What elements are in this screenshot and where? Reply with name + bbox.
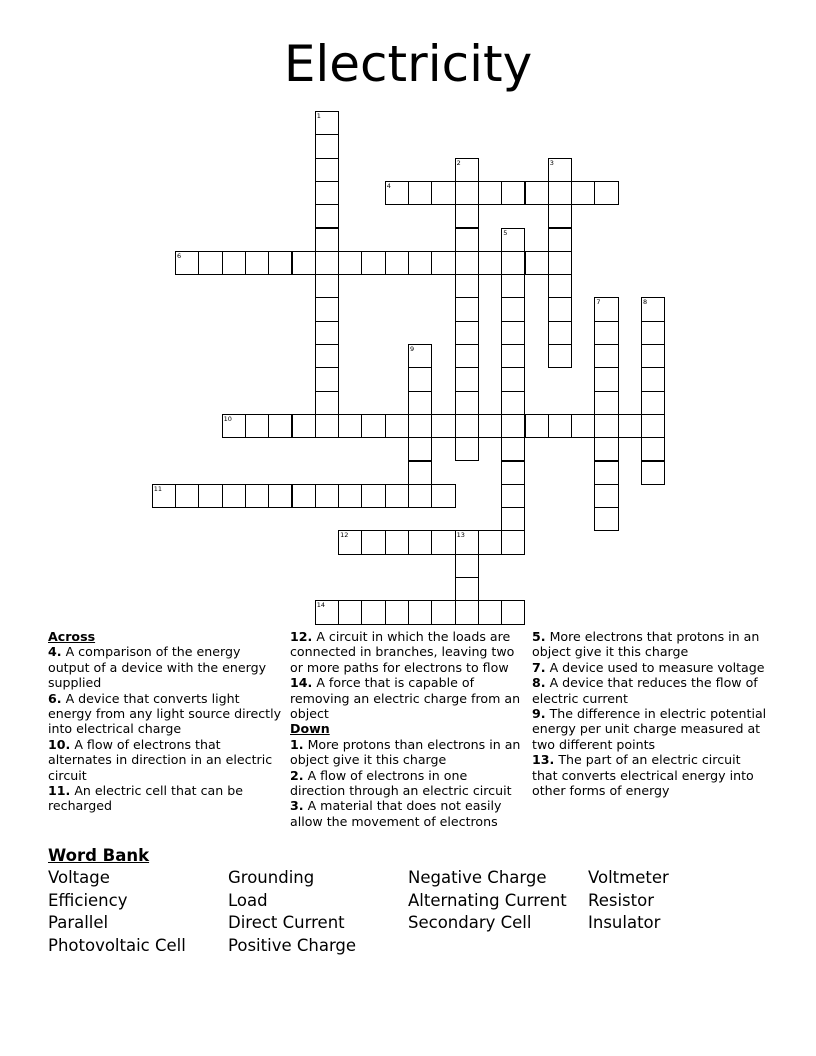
crossword-cell[interactable]: [431, 181, 455, 205]
clue-number: 3: [549, 158, 554, 167]
clue-text: An electric cell that can be recharged: [48, 783, 243, 814]
crossword-cell[interactable]: [641, 391, 665, 415]
crossword-cell[interactable]: [408, 530, 432, 554]
clue: [532, 660, 768, 675]
crossword-cell[interactable]: [315, 134, 339, 158]
clue-number: 8: [643, 298, 648, 307]
crossword-cell[interactable]: [338, 414, 362, 438]
down-heading: Down: [290, 721, 330, 737]
crossword-cell[interactable]: [175, 251, 199, 275]
crossword-cell[interactable]: [315, 251, 339, 275]
clue-number: 2: [456, 158, 461, 167]
clue-column-2: [290, 629, 526, 829]
crossword-cell[interactable]: [315, 111, 339, 135]
crossword-cell[interactable]: [361, 600, 385, 624]
crossword-cell[interactable]: [361, 414, 385, 438]
crossword-cell[interactable]: [548, 204, 572, 228]
crossword-cell[interactable]: [222, 414, 246, 438]
word-bank-word: Insulator: [588, 913, 661, 933]
crossword-cell[interactable]: [641, 297, 665, 321]
clue-number: 5: [503, 228, 508, 237]
crossword-cell[interactable]: [501, 181, 525, 205]
crossword-cell[interactable]: [478, 181, 502, 205]
clue: [290, 737, 526, 768]
crossword-cell[interactable]: [222, 484, 246, 508]
crossword-cell[interactable]: [385, 530, 409, 554]
crossword-cell[interactable]: [525, 251, 549, 275]
clue: [290, 629, 526, 675]
word-bank-word: Voltmeter: [588, 868, 669, 887]
crossword-cell[interactable]: [455, 228, 479, 252]
clue-number: 12: [340, 531, 349, 540]
clue: [48, 644, 284, 690]
crossword-cell[interactable]: [478, 600, 502, 624]
crossword-cell[interactable]: [455, 530, 479, 554]
across-heading: Across: [48, 629, 96, 644]
crossword-cell[interactable]: [641, 437, 665, 461]
crossword-cell[interactable]: [408, 414, 432, 438]
crossword-cell[interactable]: [501, 437, 525, 461]
crossword-cell[interactable]: [315, 204, 339, 228]
crossword-cell[interactable]: [431, 251, 455, 275]
clue: [290, 675, 526, 721]
crossword-cell[interactable]: [455, 577, 479, 601]
crossword-cell[interactable]: [408, 181, 432, 205]
word-bank-column: [408, 867, 567, 935]
clue: [532, 752, 768, 798]
crossword-cell[interactable]: [571, 414, 595, 438]
clue-text: A flow of electrons that alternates in direction in an electric circuit: [48, 736, 273, 783]
crossword-cell[interactable]: [501, 600, 525, 624]
crossword-cell[interactable]: [455, 158, 479, 182]
clue-text: A comparison of the energy output of a device with the energy supplied: [48, 644, 267, 691]
clue-text: More protons than electrons in an object give it this charge: [290, 736, 521, 768]
crossword-cell[interactable]: [455, 251, 479, 275]
clue-text: The part of an electric circuit that converts electrical energy into other forms of energy: [532, 752, 754, 799]
crossword-cell[interactable]: [338, 251, 362, 275]
crossword-cell[interactable]: [641, 344, 665, 368]
clue: [48, 783, 284, 814]
page-title: Electricity: [283, 35, 533, 93]
clue-number: 6: [177, 251, 182, 260]
crossword-cell[interactable]: [431, 600, 455, 624]
crossword-cell[interactable]: [594, 414, 618, 438]
word-bank-column: [588, 867, 669, 935]
crossword-cell[interactable]: [408, 344, 432, 368]
word-bank-word: Parallel: [48, 913, 109, 933]
clue-number: 12.: [290, 629, 313, 644]
word-bank-word: Positive Charge: [228, 935, 357, 955]
crossword-cell[interactable]: [385, 600, 409, 624]
crossword-cell[interactable]: [548, 228, 572, 252]
crossword-cell[interactable]: [501, 297, 525, 321]
clue-column-1: [48, 629, 284, 814]
crossword-cell[interactable]: [315, 484, 339, 508]
crossword-cell[interactable]: [594, 461, 618, 485]
crossword-cell[interactable]: [338, 484, 362, 508]
crossword-cell[interactable]: [385, 484, 409, 508]
clue-number: 11: [153, 484, 162, 493]
clue-number: 10.: [48, 736, 71, 752]
crossword-cell[interactable]: [478, 251, 502, 275]
clue-number: 1.: [290, 736, 304, 752]
crossword-cell[interactable]: [618, 414, 642, 438]
clue-text: The difference in electric potential energy per unit charge measured at two different points: [532, 706, 767, 752]
crossword-cell[interactable]: [361, 251, 385, 275]
crossword-cell[interactable]: [408, 251, 432, 275]
crossword-cell[interactable]: [594, 297, 618, 321]
crossword-cell[interactable]: [268, 251, 292, 275]
crossword-cell[interactable]: [548, 274, 572, 298]
crossword-cell[interactable]: [361, 484, 385, 508]
clue-number: 10: [223, 414, 232, 423]
clue-text: A device used to measure voltage: [545, 659, 765, 675]
crossword-cell[interactable]: [478, 414, 502, 438]
crossword-cell[interactable]: [501, 367, 525, 391]
clue: [290, 798, 526, 829]
clue-number: 9.: [532, 706, 546, 722]
crossword-cell[interactable]: [245, 251, 269, 275]
crossword-cell[interactable]: [548, 251, 572, 275]
word-bank-word: Secondary Cell: [408, 913, 532, 933]
clue-text: A device that reduces the flow of electric current: [532, 675, 758, 706]
crossword-cell[interactable]: [525, 414, 549, 438]
crossword-cell[interactable]: [594, 321, 618, 345]
crossword-cell[interactable]: [455, 391, 479, 415]
crossword-cell[interactable]: [385, 251, 409, 275]
crossword-cell[interactable]: [501, 391, 525, 415]
crossword-cell[interactable]: [501, 530, 525, 554]
clue-number: 2.: [290, 767, 304, 783]
crossword-cell[interactable]: [175, 484, 199, 508]
crossword-cell[interactable]: [501, 461, 525, 485]
word-bank-word: Efficiency: [48, 890, 128, 910]
clue: [48, 737, 284, 783]
crossword-cell[interactable]: [361, 530, 385, 554]
crossword-cell[interactable]: [501, 344, 525, 368]
clue-number: 1: [316, 112, 321, 120]
crossword-cell[interactable]: [548, 321, 572, 345]
word-bank-word: Direct Current: [228, 913, 345, 933]
crossword-cell[interactable]: [315, 600, 339, 624]
crossword-cell[interactable]: [245, 414, 269, 438]
crossword-cell[interactable]: [315, 228, 339, 252]
clue-text: A material that does not easily allow the movement of electrons: [290, 798, 502, 829]
clue: [532, 675, 768, 706]
crossword-cell[interactable]: [548, 414, 572, 438]
crossword-cell[interactable]: [431, 530, 455, 554]
crossword-cell[interactable]: [408, 367, 432, 391]
crossword-cell[interactable]: [338, 530, 362, 554]
clue-number: 14.: [290, 675, 313, 691]
crossword-cell[interactable]: [594, 367, 618, 391]
crossword-cell[interactable]: [315, 321, 339, 345]
clue-number: 7.: [532, 659, 546, 675]
clue-number: 13: [456, 531, 465, 540]
crossword-cell[interactable]: [315, 367, 339, 391]
clue: [290, 768, 526, 799]
crossword-cell[interactable]: [315, 274, 339, 298]
word-bank-word: Photovoltaic Cell: [48, 935, 186, 955]
clue-number: 4: [386, 181, 391, 190]
clue-number: 4.: [48, 644, 62, 660]
clue-number: 3.: [290, 798, 304, 814]
crossword-cell[interactable]: [198, 251, 222, 275]
clue: [532, 629, 768, 660]
crossword-cell[interactable]: [292, 414, 316, 438]
crossword-cell[interactable]: [198, 484, 222, 508]
crossword-cell[interactable]: [315, 158, 339, 182]
crossword-cell[interactable]: [641, 367, 665, 391]
crossword-cell[interactable]: [641, 414, 665, 438]
word-bank-word: Negative Charge: [408, 868, 547, 887]
crossword-cell[interactable]: [525, 181, 549, 205]
clue-text: A circuit in which the loads are connected in branches, leaving two or more paths for electrons to flow: [290, 629, 515, 675]
crossword-cell[interactable]: [501, 321, 525, 345]
crossword-cell[interactable]: [548, 297, 572, 321]
clue-column-3: [532, 629, 768, 798]
word-bank-title: Word Bank: [48, 846, 150, 865]
crossword-cell[interactable]: [455, 181, 479, 205]
crossword-cell[interactable]: [455, 437, 479, 461]
crossword-cell[interactable]: [478, 530, 502, 554]
clue-number: 11.: [48, 783, 71, 799]
crossword-cell[interactable]: [315, 391, 339, 415]
crossword-cell[interactable]: [245, 484, 269, 508]
crossword-cell[interactable]: [431, 414, 455, 438]
clue: [532, 706, 768, 752]
crossword-cell[interactable]: [338, 600, 362, 624]
crossword-cell[interactable]: [385, 414, 409, 438]
crossword-cell[interactable]: [548, 344, 572, 368]
crossword-cell[interactable]: [408, 437, 432, 461]
crossword-cell[interactable]: [455, 297, 479, 321]
crossword-cell[interactable]: [408, 484, 432, 508]
crossword-cell[interactable]: [455, 204, 479, 228]
crossword-cell[interactable]: [455, 414, 479, 438]
crossword-cell[interactable]: [315, 297, 339, 321]
crossword-cell[interactable]: [501, 274, 525, 298]
crossword-cell[interactable]: [571, 181, 595, 205]
word-bank-word: Load: [228, 890, 268, 910]
crossword-cell[interactable]: [292, 484, 316, 508]
clue-text: More electrons that protons in an object give it this charge: [532, 629, 760, 660]
word-bank-column: [228, 867, 356, 957]
crossword-cell[interactable]: [594, 344, 618, 368]
clue-number: 9: [410, 345, 415, 353]
clue-text: A flow of electrons in one direction through an electric circuit: [290, 767, 512, 799]
word-bank-word: Resistor: [588, 890, 654, 910]
crossword-cell[interactable]: [501, 228, 525, 252]
crossword-cell[interactable]: [501, 414, 525, 438]
crossword-cell[interactable]: [594, 391, 618, 415]
crossword-cell[interactable]: [408, 600, 432, 624]
crossword-cell[interactable]: [152, 484, 176, 508]
crossword-cell[interactable]: [455, 321, 479, 345]
crossword-cell[interactable]: [594, 484, 618, 508]
clue: [48, 691, 284, 737]
clue-text: A force that is capable of removing an electric charge from an object: [290, 675, 521, 722]
crossword-cell[interactable]: [268, 414, 292, 438]
clue-number: 7: [596, 298, 601, 307]
crossword-cell[interactable]: [501, 484, 525, 508]
crossword-cell[interactable]: [501, 251, 525, 275]
crossword-cell[interactable]: [594, 181, 618, 205]
crossword-cell[interactable]: [641, 321, 665, 345]
word-bank-word: Voltage: [48, 868, 110, 887]
crossword-cell[interactable]: [315, 181, 339, 205]
clue-number: 8.: [532, 675, 546, 691]
crossword-cell[interactable]: [501, 507, 525, 531]
word-bank-word: Grounding: [228, 868, 315, 887]
crossword-cell[interactable]: [548, 181, 572, 205]
word-bank-column: [48, 867, 186, 957]
crossword-cell[interactable]: [455, 274, 479, 298]
clue-number: 14: [316, 601, 326, 610]
crossword-cell[interactable]: [408, 391, 432, 415]
crossword-cell[interactable]: [408, 461, 432, 485]
clue-number: 5.: [532, 629, 546, 644]
crossword-cell[interactable]: [222, 251, 246, 275]
crossword-cell[interactable]: [594, 507, 618, 531]
crossword-cell[interactable]: [455, 344, 479, 368]
crossword-cell[interactable]: [548, 158, 572, 182]
crossword-cell[interactable]: [268, 484, 292, 508]
word-bank-word: Alternating Current: [408, 890, 567, 910]
crossword-cell[interactable]: [385, 181, 409, 205]
clue-number: 13.: [532, 752, 555, 768]
crossword-cell[interactable]: [594, 437, 618, 461]
crossword-cell[interactable]: [315, 414, 339, 438]
crossword-cell[interactable]: [641, 461, 665, 485]
clue-text: A device that converts light energy from any light source directly into electrical charge: [48, 690, 282, 737]
crossword-cell[interactable]: [431, 484, 455, 508]
clue-number: 6.: [48, 690, 62, 706]
crossword-cell[interactable]: [315, 344, 339, 368]
crossword-cell[interactable]: [455, 367, 479, 391]
crossword-cell[interactable]: [455, 600, 479, 624]
crossword-cell[interactable]: [292, 251, 316, 275]
crossword-cell[interactable]: [455, 554, 479, 578]
